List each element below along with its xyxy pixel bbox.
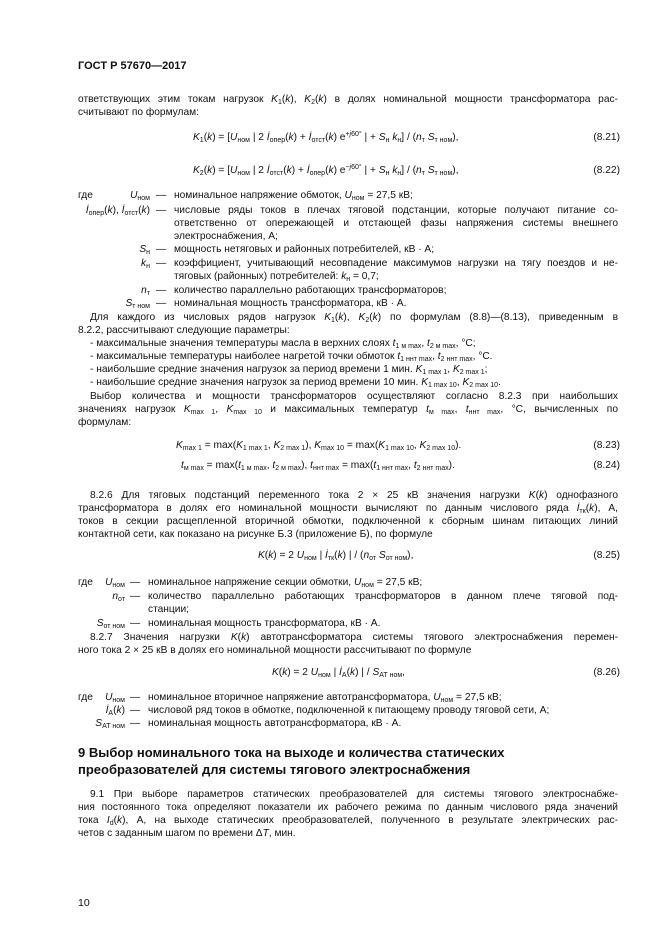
section-9-title-line-2: преобразователей для системы тягового электроснабжения — [78, 762, 471, 777]
s9-line-4: четов с заданным шагом по времени ΔT, мин. — [78, 828, 296, 839]
choice-line-2: значениях нагрузок $K_{max 1}$, $K_{max 10}$ и максимальных температур $t_{м max}$, $t_{ннт max}$, °С, вычисленных по — [78, 404, 618, 416]
symbol-u-nom: $U_{ном}$ — [130, 190, 150, 202]
where-label-2: где — [78, 577, 93, 588]
def-i-oper-1: числовые ряды токов в плечах тяговой подстанции, которые получают питание со- — [174, 205, 618, 216]
symbol-i-oper-otst: $İ_{опер}(k)$, $İ_{отст}(k)$ — [85, 205, 150, 217]
def-k-n-2: тяговых (районных) потребителей: $k_н = 0,7$; — [174, 271, 379, 283]
page-number: 10 — [78, 897, 90, 909]
s9-line-3: тока $I_d(k)$, А, на выходе статических преобразователей, полученного в результате электрических рас- — [78, 815, 618, 827]
def3-s-at: номинальная мощность автотрансформатора, кВ · А. — [148, 718, 402, 729]
calc-bullet-1: - максимальные значения температуры масла в верхних слоях $t_{1 м max}$, $t_{2 м max}$, °С; — [90, 338, 476, 350]
symbol-u-nom-3: $U_{ном}$ — [105, 692, 125, 704]
formula-8-21: $K_1(k) = [U_{ном}$ | 2 $İ_{опер}(k)$ + $İ_{отст}(k)$ $e^{+j60^\circ}$ | + $S_н$ $k_н] / (n_т$ $S_{т ном}$), — [193, 131, 459, 144]
standard-header: ГОСТ Р 57670—2017 — [78, 60, 187, 72]
section-9-title-line-1: 9 Выбор номинального тока на выходе и количества статических — [78, 745, 505, 760]
symbol-i-a: $İ_A(k)$ — [105, 705, 125, 717]
symbol-s-t-nom: $S_{т ном}$ — [125, 298, 150, 310]
calc-line-1: Для каждого из числовых рядов нагрузок $K_1(k)$, $K_2(k)$ по формулам (8.8)—(8.13), приведенным в — [90, 312, 618, 324]
def-u-nom: номинальное напряжение обмоток, $U_{ном} = 27,5$ кВ; — [174, 190, 413, 202]
s826-line-1: 8.2.6 Для тяговых подстанций переменного тока 2 × 25 кВ значения нагрузки K(k) однофазного — [90, 490, 618, 501]
s826-line-4: контактной сети, как показано на рисунке Б.3 (приложение Б), по формуле — [78, 529, 433, 540]
formula-number-8-24: (8.24) — [593, 460, 620, 471]
s827-line-2: ного тока 2 × 25 кВ в долях его номинальной мощности рассчитывают по формуле — [78, 645, 472, 656]
calc-bullet-4: - наибольшие средние значения нагрузок за период времени 10 мин. $K_{1 max 10}$, $K_{2 max 10}$. — [90, 377, 501, 389]
formula-8-22: $K_2(k) = [U_{ном}$ | 2 $İ_{отст}(k)$ + $İ_{опер}(k)$ $e^{-j60^\circ}$ | + $S_н$ $k_н] / (n_т$ $S_{т ном}$), — [193, 164, 459, 177]
formula-8-26: K(k) = 2 $U_{ном}$ | $İ_A(k)$ | / $S_{АТ ном}$, — [272, 667, 405, 679]
def3-i-a: числовой ряд токов в обмотке, подключенной к питающему проводу тяговой сети, А; — [148, 705, 550, 716]
intro-line-2: считывают по формулам: — [78, 107, 200, 118]
choice-line-3: формулам: — [78, 417, 132, 428]
where-label: где — [78, 190, 93, 201]
def-k-n-1: коэффициент, учитывающий несовпадение максимумов нагрузки на тягу поездов и не- — [174, 258, 618, 269]
symbol-u-nom-2: $U_{ном}$ — [105, 577, 125, 589]
formula-number-8-26: (8.26) — [593, 667, 620, 678]
def2-u-nom: номинальное напряжение секции обмотки, $U_{ном} = 27,5$ кВ; — [148, 577, 423, 589]
formula-number-8-25: (8.25) — [593, 550, 620, 561]
calc-bullet-2: - максимальные температуры наиболее нагретой точки обмоток $t_{1 ннт max}$, $t_{2 ннт max}$, °С. — [90, 351, 493, 363]
def2-n-ot-1: количество параллельно работающих трансформаторов в данном плече тяговой под- — [148, 591, 618, 602]
def-i-oper-3: электроснабжения, А; — [174, 231, 278, 242]
formula-number-8-21: (8.21) — [593, 132, 620, 143]
formula-number-8-23: (8.23) — [593, 440, 620, 451]
def2-n-ot-2: станции; — [148, 604, 189, 615]
symbol-s-at-nom: $S_{АТ ном}$ — [95, 718, 125, 730]
symbol-n-ot: $n_{от}$ — [112, 591, 125, 603]
def-n-t: количество параллельно работающих трансформаторов; — [174, 285, 447, 296]
calc-bullet-3: - наибольшие средние значения нагрузок за период времени 1 мин. $K_{1 max 1}$, $K_{2 max 1}$; — [90, 364, 488, 376]
formula-number-8-22: (8.22) — [593, 165, 620, 176]
def-s-t-nom: номинальная мощность трансформатора, кВ · А. — [174, 298, 407, 309]
def-s-n: мощность нетяговых и районных потребителей, кВ · А; — [174, 244, 435, 255]
s827-line-1: 8.2.7 Значения нагрузки K(k) автотрансформатора системы тягового электроснабжения перемен- — [90, 632, 618, 643]
symbol-n-t: $n_т$ — [141, 285, 150, 297]
s826-line-2: трансформатора в долях его номинальной мощности вычисляют по данным числового ряда $İ_{тк}(k)$, А, — [78, 503, 618, 515]
s9-line-2: ния постоянного тока определяют показатели их рабочего режима по данным числового ряда значений — [78, 802, 618, 813]
symbol-s-ot-nom: $S_{от ном}$ — [96, 618, 125, 630]
intro-line-1: ответствующих этим токам нагрузок $K_1(k)$, $K_2(k)$ в долях номинальной мощности трансформатора рас- — [78, 94, 618, 106]
symbol-s-n: $S_н$ — [139, 244, 150, 256]
formula-8-25: K(k) = 2 $U_{ном}$ | $İ_{тк}(k)$ | / ($n_{от}$ $S_{от ном}$), — [258, 550, 414, 562]
def2-s-ot: номинальная мощность трансформатора, кВ · А. — [148, 618, 381, 629]
formula-8-24: $t_{м max} = \max(t_{1 м max}$, $t_{2 м max}$), $t_{ннт max} = \max(t_{1 ннт max}$, $t_{2 ннт max}$). — [181, 460, 455, 472]
calc-line-2: 8.2.2, рассчитывают следующие параметры: — [78, 325, 290, 336]
choice-line-1: Выбор количества и мощности трансформаторов осуществляют согласно 8.2.3 при наибольших — [90, 391, 618, 402]
def3-u-nom: номинальное вторичное напряжение автотрансформатора, $U_{ном} = 27,5$ кВ; — [148, 692, 502, 704]
document-page: ГОСТ Р 57670—2017 ответствующих этим токам нагрузок $K_1(k)$, $K_2(k)$ в долях номинальной мощности трансформатора рас- считывают по формулам: $K_1(k) = [U_{ном}$ | 2 $İ_{опер}(k)$ + $İ_{отст}(k)$ $e^{+j60^\circ}$ | + $S_н$ $k_н] / (n_т$ $S_{т ном}$), (8.21) $K_2(k) = [U_{ном}$ | 2 $İ_{отст}(k)$ + $İ_{опер}(k)$ $e^{-j60^\circ}$ | + $S_н$ $k_н] / (n_т$ $S_{т ном}$), (8.22) где $U_{ном}$ — номинальное напряжение обмоток, $U_{ном} = 27,5$ кВ; $İ_{опер}(k)$, $İ_{отст}(k)$ — числовые ряды токов в плечах тяговой подстанции, которые получают питание со- ответственно от опережающей и отстающей фазы напряжения системы внешнего электроснабжения, А; $S_н$ — мощность нетяговых и районных потребителей, кВ · А; $k_н$ — коэффициент, учитывающий несовпадение максимумов нагрузки на тягу поездов и не- тяговых (районных) потребителей: $k_н = 0,7$; $n_т$ — количество параллельно работающих трансформаторов; $S_{т ном}$ — номинальная мощность трансформатора, кВ · А. Для каждого из числовых рядов нагрузок $K_1(k)$, $K_2(k)$ по формулам (8.8)—(8.13), приведенным в 8.2.2, рассчитывают следующие параметры: - максимальные значения температуры масла в верхних слоях $t_{1 м max}$, $t_{2 м max}$, °С; - максимальные температуры наиболее нагретой точки обмоток $t_{1 ннт max}$, $t_{2 ннт max}$, °С. - наибольшие средние значения нагрузок за период времени 1 мин. $K_{1 max 1}$, $K_{2 max 1}$; - наибольшие средние значения нагрузок за период времени 10 мин. $K_{1 max 10}$, $K_{2 max 10}$. Выбор количества и мощности трансформаторов осуществляют согласно 8.2.3 при наибольших значениях нагрузок $K_{max 1}$, $K_{max 10}$ и максимальных температур $t_{м max}$, $t_{ннт max}$, °С, вычисленных по формулам: $K_{max 1} = \max(K_{1 max 1}$, $K_{2 max 1}$), $K_{max 10} = \max(K_{1 max 10}$, $K_{2 max 10}$). (8.23) $t_{м max} = \max(t_{1 м max}$, $t_{2 м max}$), $t_{ннт max} = \max(t_{1 ннт max}$, $t_{2 ннт max}$). (8.24) 8.2.6 Для тяговых подстанций переменного тока 2 × 25 кВ значения нагрузки K(k) однофазного трансформатора в долях его номинальной мощности вычисляют по данным числового ряда $İ_{тк}(k)$, А, токов в секции расщепленной вторичной обмотки, подключенной к сборным шинам питающих линий контактной сети, как показано на рисунке Б.3 (приложение Б), по формуле K(k) = 2 $U_{ном}$ | $İ_{тк}(k)$ | / ($n_{от}$ $S_{от ном}$), (8.25) где $U_{ном}$ — номинальное напряжение секции обмотки, $U_{ном} = 27,5$ кВ; $n_{от}$ — количество параллельно работающих трансформаторов в данном плече тяговой под- станции; $S_{от ном}$ — номинальная мощность трансформатора, кВ · А. 8.2.7 Значения нагрузки K(k) автотрансформатора системы тягового электроснабжения перемен- ного тока 2 × 25 кВ в долях его номинальной мощности рассчитывают по формуле K(k) = 2 $U_{ном}$ | $İ_A(k)$ | / $S_{АТ ном}$, (8.26) где $U_{ном}$ — номинальное вторичное напряжение автотрансформатора, $U_{ном} = 27,5$ кВ; $İ_A(k)$ — числовой ряд токов в обмотке, подключенной к питающему проводу тяговой сети, А; $S_{АТ ном}$ — номинальная мощность автотрансформатора, кВ · А. 9 Выбор номинального тока на выходе и количества статических преобразователей для системы тягового электроснабжения 9.1 При выборе параметров статических преобразователей для системы тягового электроснабже- ния постоянного тока определяют показатели их рабочего режима по данным числового ряда значений тока $I_d(k)$, А, на выходе статических преобразователей, полученного в результате электрических рас- четов с заданным шагом по времени ΔT, мин. 10 — [0, 0, 661, 936]
s826-line-3: токов в секции расщепленной вторичной обмотки, подключенной к сборным шинам питающих линий — [78, 516, 618, 527]
symbol-k-n: $k_н$ — [141, 258, 150, 270]
where-label-3: где — [78, 692, 93, 703]
s9-line-1: 9.1 При выборе параметров статических преобразователей для системы тягового электроснабже- — [90, 789, 618, 800]
def-i-oper-2: ответственно от опережающей и отстающей фазы напряжения системы внешнего — [174, 218, 618, 229]
formula-8-23: $K_{max 1} = \max(K_{1 max 1}$, $K_{2 max 1}$), $K_{max 10} = \max(K_{1 max 10}$, $K_{2 max 10}$). — [176, 440, 462, 452]
